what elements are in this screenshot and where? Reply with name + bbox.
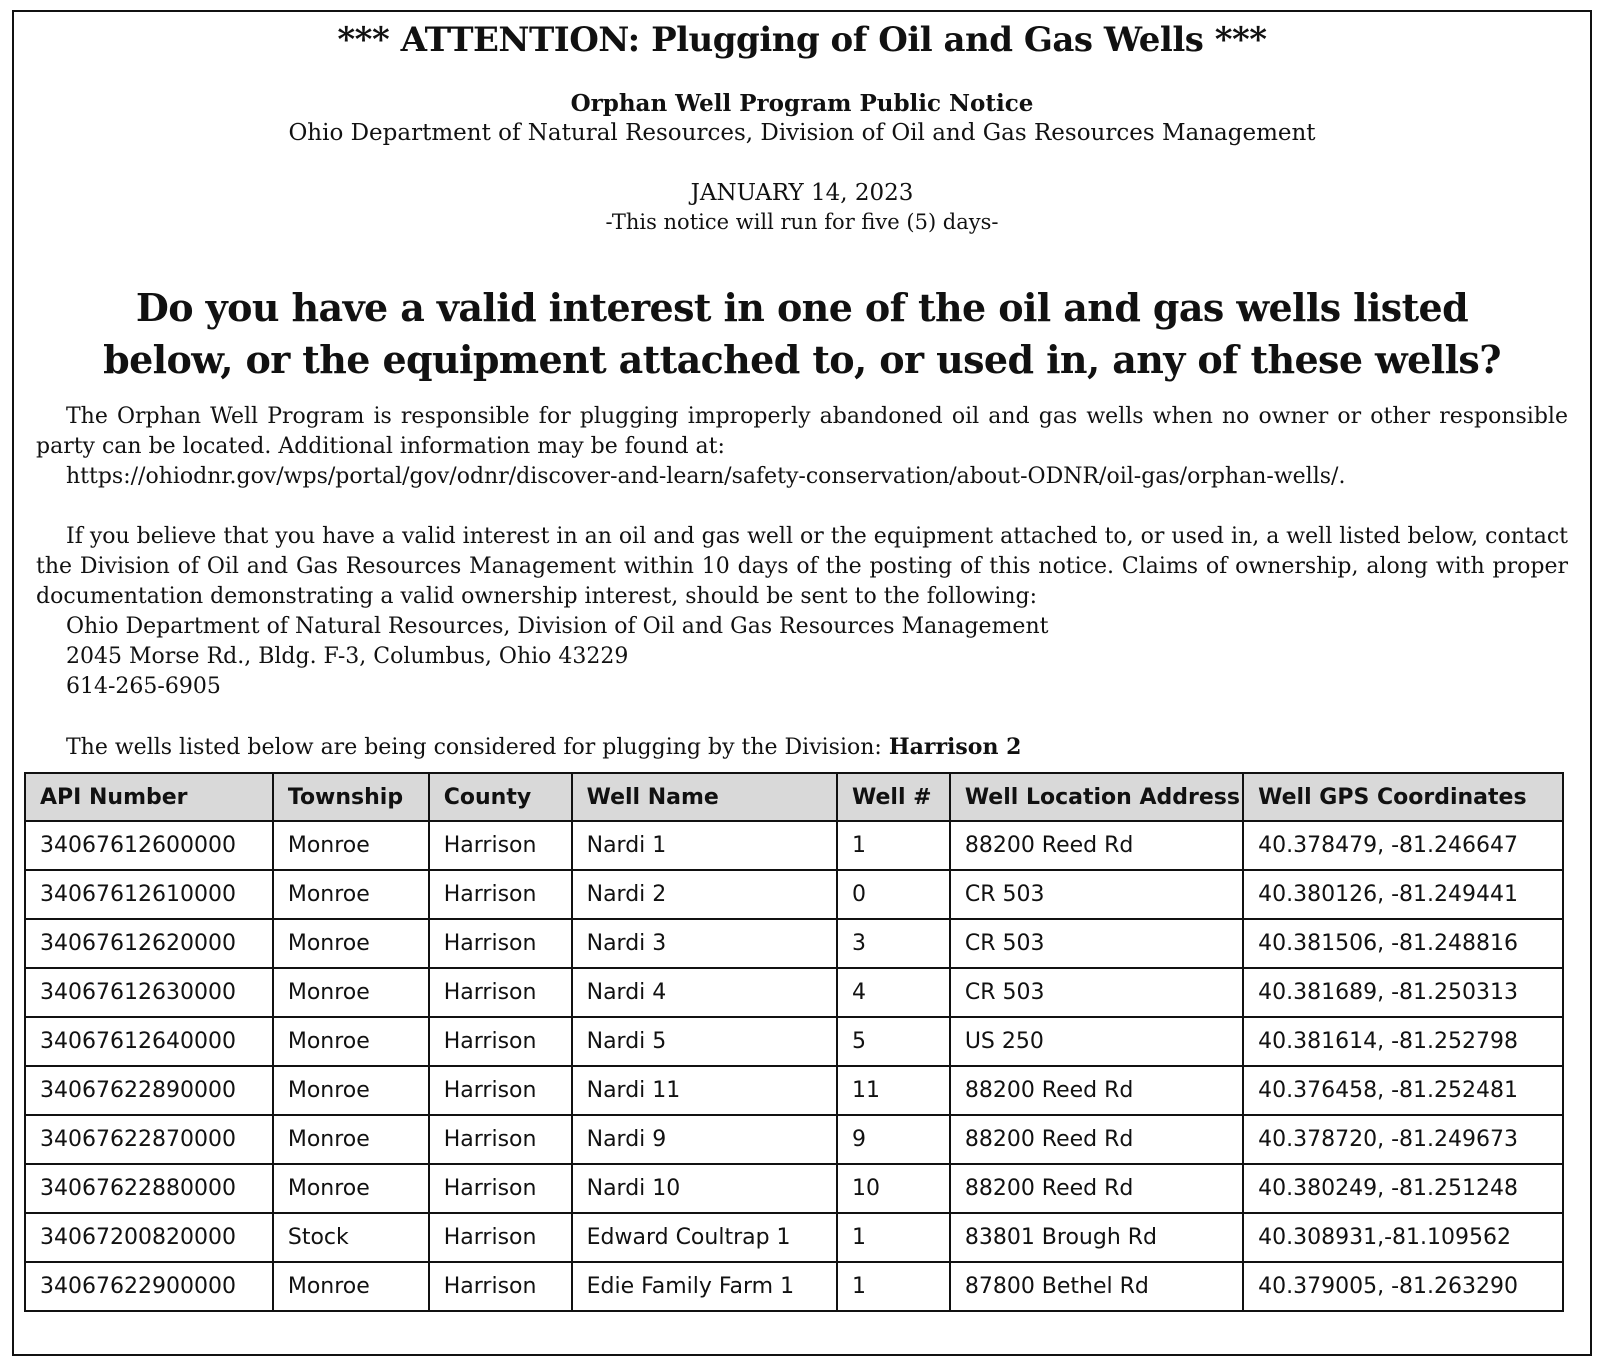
api-number: 34067612640000 [25, 1017, 273, 1066]
township: Stock [273, 1213, 429, 1262]
table-row [25, 821, 1563, 870]
well-name: Edward Coultrap 1 [572, 1213, 837, 1262]
well-number: 9 [837, 1115, 950, 1164]
well-name: Nardi 1 [572, 821, 837, 870]
gps-coordinates: 40.381506, -81.248816 [1243, 919, 1563, 968]
county: Harrison [429, 968, 572, 1017]
county: Harrison [429, 919, 572, 968]
gps-coordinates: 40.380249, -81.251248 [1243, 1164, 1563, 1213]
gps-coordinates: 40.380126, -81.249441 [1243, 870, 1563, 919]
well-number: 0 [837, 870, 950, 919]
table-row [25, 968, 1563, 1017]
table-row [25, 1066, 1563, 1115]
well-number: 1 [837, 1213, 950, 1262]
township: Monroe [273, 1115, 429, 1164]
well-number: 1 [837, 1262, 950, 1311]
township: Monroe [273, 919, 429, 968]
location-address: 87800 Bethel Rd [950, 1262, 1243, 1311]
location-address: 83801 Brough Rd [950, 1213, 1243, 1262]
claim-instructions: If you believe that you have a valid interest in an oil and gas well or the equipment attached to, or used in, a well listed below, contact the Division of Oil and Gas Resources Management within 10 days of the posting of this notice. Claims of ownership, along with proper documentation demonstrating a valid ownership interest, should be sent to the following: [36, 524, 1568, 609]
well-number: 11 [837, 1066, 950, 1115]
township: Monroe [273, 968, 429, 1017]
well-name: Nardi 3 [572, 919, 837, 968]
township: Monroe [273, 1066, 429, 1115]
county: Harrison [429, 1066, 572, 1115]
col-location-address: Well Location Address [950, 773, 1243, 821]
api-number: 34067612630000 [25, 968, 273, 1017]
gps-coordinates: 40.381614, -81.252798 [1243, 1017, 1563, 1066]
notice-title: *** ATTENTION: Plugging of Oil and Gas Wells *** [337, 20, 1267, 60]
township: Monroe [273, 1262, 429, 1311]
notice-date: JANUARY 14, 2023 [690, 180, 914, 206]
location-address: US 250 [950, 1017, 1243, 1066]
col-gps-coordinates: Well GPS Coordinates [1243, 773, 1563, 821]
table-row [25, 1213, 1563, 1262]
address-line-2: 2045 Morse Rd., Bldg. F-3, Columbus, Ohio 43229 [66, 644, 629, 669]
well-name: Nardi 4 [572, 968, 837, 1017]
col-township: Township [273, 773, 429, 821]
county: Harrison [429, 1115, 572, 1164]
township: Monroe [273, 821, 429, 870]
api-number: 34067622900000 [25, 1262, 273, 1311]
api-number: 34067612600000 [25, 821, 273, 870]
api-number: 34067612610000 [25, 870, 273, 919]
gps-coordinates: 40.379005, -81.263290 [1243, 1262, 1563, 1311]
run-duration-note: -This notice will run for five (5) days- [605, 210, 999, 234]
table-header-row [25, 773, 1563, 821]
notice-frame [12, 10, 1592, 1356]
gps-coordinates: 40.381689, -81.250313 [1243, 968, 1563, 1017]
well-name: Nardi 2 [572, 870, 837, 919]
table-row [25, 1017, 1563, 1066]
api-number: 34067200820000 [25, 1213, 273, 1262]
table-row [25, 919, 1563, 968]
county: Harrison [429, 1164, 572, 1213]
well-number: 4 [837, 968, 950, 1017]
gps-coordinates: 40.378720, -81.249673 [1243, 1115, 1563, 1164]
api-number: 34067612620000 [25, 919, 273, 968]
table-row [25, 1262, 1563, 1311]
address-line-1: Ohio Department of Natural Resources, Division of Oil and Gas Resources Management [66, 614, 1049, 639]
gps-coordinates: 40.378479, -81.246647 [1243, 821, 1563, 870]
wells-table [24, 772, 1564, 1312]
api-number: 34067622870000 [25, 1115, 273, 1164]
notice-subtitle: Orphan Well Program Public Notice [570, 90, 1034, 117]
table-row [25, 1164, 1563, 1213]
gps-coordinates: 40.376458, -81.252481 [1243, 1066, 1563, 1115]
api-number: 34067622880000 [25, 1164, 273, 1213]
program-description: The Orphan Well Program is responsible for plugging improperly abandoned oil and gas wells when no owner or other responsible party can be located. Additional information may be found at: [36, 404, 1568, 459]
headline-question: Do you have a valid interest in one of the oil and gas wells listed below, or the equipment attached to, or used in, any of these wells? [103, 285, 1501, 382]
agency-name: Ohio Department of Natural Resources, Division of Oil and Gas Resources Management [288, 120, 1316, 146]
township: Monroe [273, 1164, 429, 1213]
well-name: Nardi 10 [572, 1164, 837, 1213]
wells-intro-text: The wells listed below are being considered for plugging by the Division: [66, 735, 889, 760]
location-address: CR 503 [950, 919, 1243, 968]
phone-number: 614-265-6905 [66, 674, 221, 699]
location-address: CR 503 [950, 968, 1243, 1017]
location-address: CR 503 [950, 870, 1243, 919]
col-well-number: Well # [837, 773, 950, 821]
col-api-number: API Number [25, 773, 273, 821]
table-row [25, 870, 1563, 919]
county: Harrison [429, 1262, 572, 1311]
county: Harrison [429, 821, 572, 870]
table-row [25, 1115, 1563, 1164]
info-url[interactable]: https://ohiodnr.gov/wps/portal/gov/odnr/discover-and-learn/safety-conservation/about-ODNR/oil-gas/orphan-wells/. [66, 464, 1346, 489]
well-name: Nardi 11 [572, 1066, 837, 1115]
location-address: 88200 Reed Rd [950, 1066, 1243, 1115]
col-county: County [429, 773, 572, 821]
well-name: Edie Family Farm 1 [572, 1262, 837, 1311]
well-number: 3 [837, 919, 950, 968]
location-address: 88200 Reed Rd [950, 821, 1243, 870]
well-number: 10 [837, 1164, 950, 1213]
well-name: Nardi 9 [572, 1115, 837, 1164]
well-number: 5 [837, 1017, 950, 1066]
location-address: 88200 Reed Rd [950, 1115, 1243, 1164]
county: Harrison [429, 870, 572, 919]
county: Harrison [429, 1017, 572, 1066]
location-address: 88200 Reed Rd [950, 1164, 1243, 1213]
division-name: Harrison 2 [888, 734, 1022, 760]
township: Monroe [273, 870, 429, 919]
county: Harrison [429, 1213, 572, 1262]
well-name: Nardi 5 [572, 1017, 837, 1066]
api-number: 34067622890000 [25, 1066, 273, 1115]
wells-intro [66, 732, 1021, 763]
township: Monroe [273, 1017, 429, 1066]
well-number: 1 [837, 821, 950, 870]
gps-coordinates: 40.308931,-81.109562 [1243, 1213, 1563, 1262]
col-well-name: Well Name [572, 773, 837, 821]
